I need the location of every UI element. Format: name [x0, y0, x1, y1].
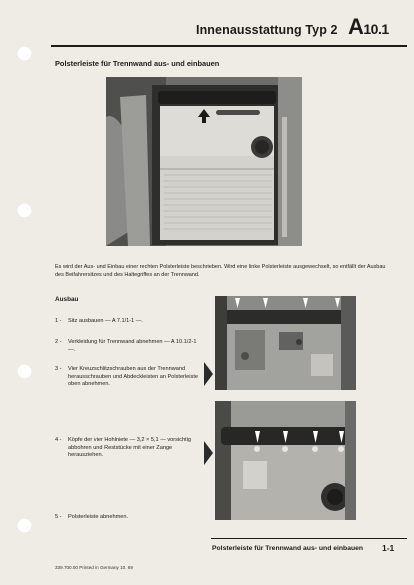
pointer-arrow-icon [204, 441, 213, 465]
step-number: 5 - [55, 514, 62, 520]
step-number: 1 - [55, 318, 62, 324]
footer-title: Polsterleiste für Trennwand aus- und einbauen [212, 545, 364, 552]
step-text: Verkleidung für Trennwand abnehmen — A 10.1/2-1 —. [68, 339, 197, 353]
step-number: 4 - [55, 437, 62, 443]
step-number: 3 - [55, 366, 62, 372]
step-text: Polsterleiste abnehmen. [68, 514, 129, 520]
binder-hole [17, 364, 32, 379]
binder-hole [17, 518, 32, 533]
page-header [196, 10, 406, 44]
step-text: Köpfe der vier Hohlniete — 3,2 × 5,1 — vorsichtig abbohren und Reststücke mit einer Zange herausziehen. [68, 437, 191, 459]
pointer-arrow-icon [204, 362, 213, 386]
footer-rule [211, 538, 407, 539]
header-title: Innenausstattung Typ 2 [196, 23, 338, 37]
step4-photo-image [215, 401, 356, 520]
step4-photo [215, 401, 356, 520]
intro-text: Es wird der Aus- und Einbau einer rechten Polsterleiste beschrieben. Wird eine linke Polsterleiste ausgewechselt, so entfällt der Ausbau des Beifahrersitzes und des Haltegriffes an der Trennwand. [55, 264, 386, 278]
step3-photo-image [215, 296, 356, 390]
main-photo-image [106, 77, 302, 246]
section-title: Polsterleiste für Trennwand aus- und einbauen [55, 59, 220, 68]
page-number: 1-1 [382, 543, 395, 553]
header-rule [51, 45, 407, 47]
binder-hole [17, 203, 32, 218]
binder-hole [17, 46, 32, 61]
main-photo [106, 77, 302, 246]
imprint: 339.700.00 Printed in Germany 10. 69 [55, 565, 133, 570]
step-text: Sitz ausbauen — A 7.1/1-1 —. [68, 318, 143, 324]
step-number: 2 - [55, 339, 62, 345]
section-code [348, 14, 389, 40]
section-code-main: A [348, 14, 364, 39]
ausbau-heading: Ausbau [55, 296, 79, 303]
step-text: Vier Kreuzschlitzschrauben aus der Trennwand herausschrauben und Abdeckleisten an Polsterleiste oben abnehmen. [68, 366, 198, 388]
section-code-sub: 10.1 [363, 21, 389, 37]
step3-photo [215, 296, 356, 390]
